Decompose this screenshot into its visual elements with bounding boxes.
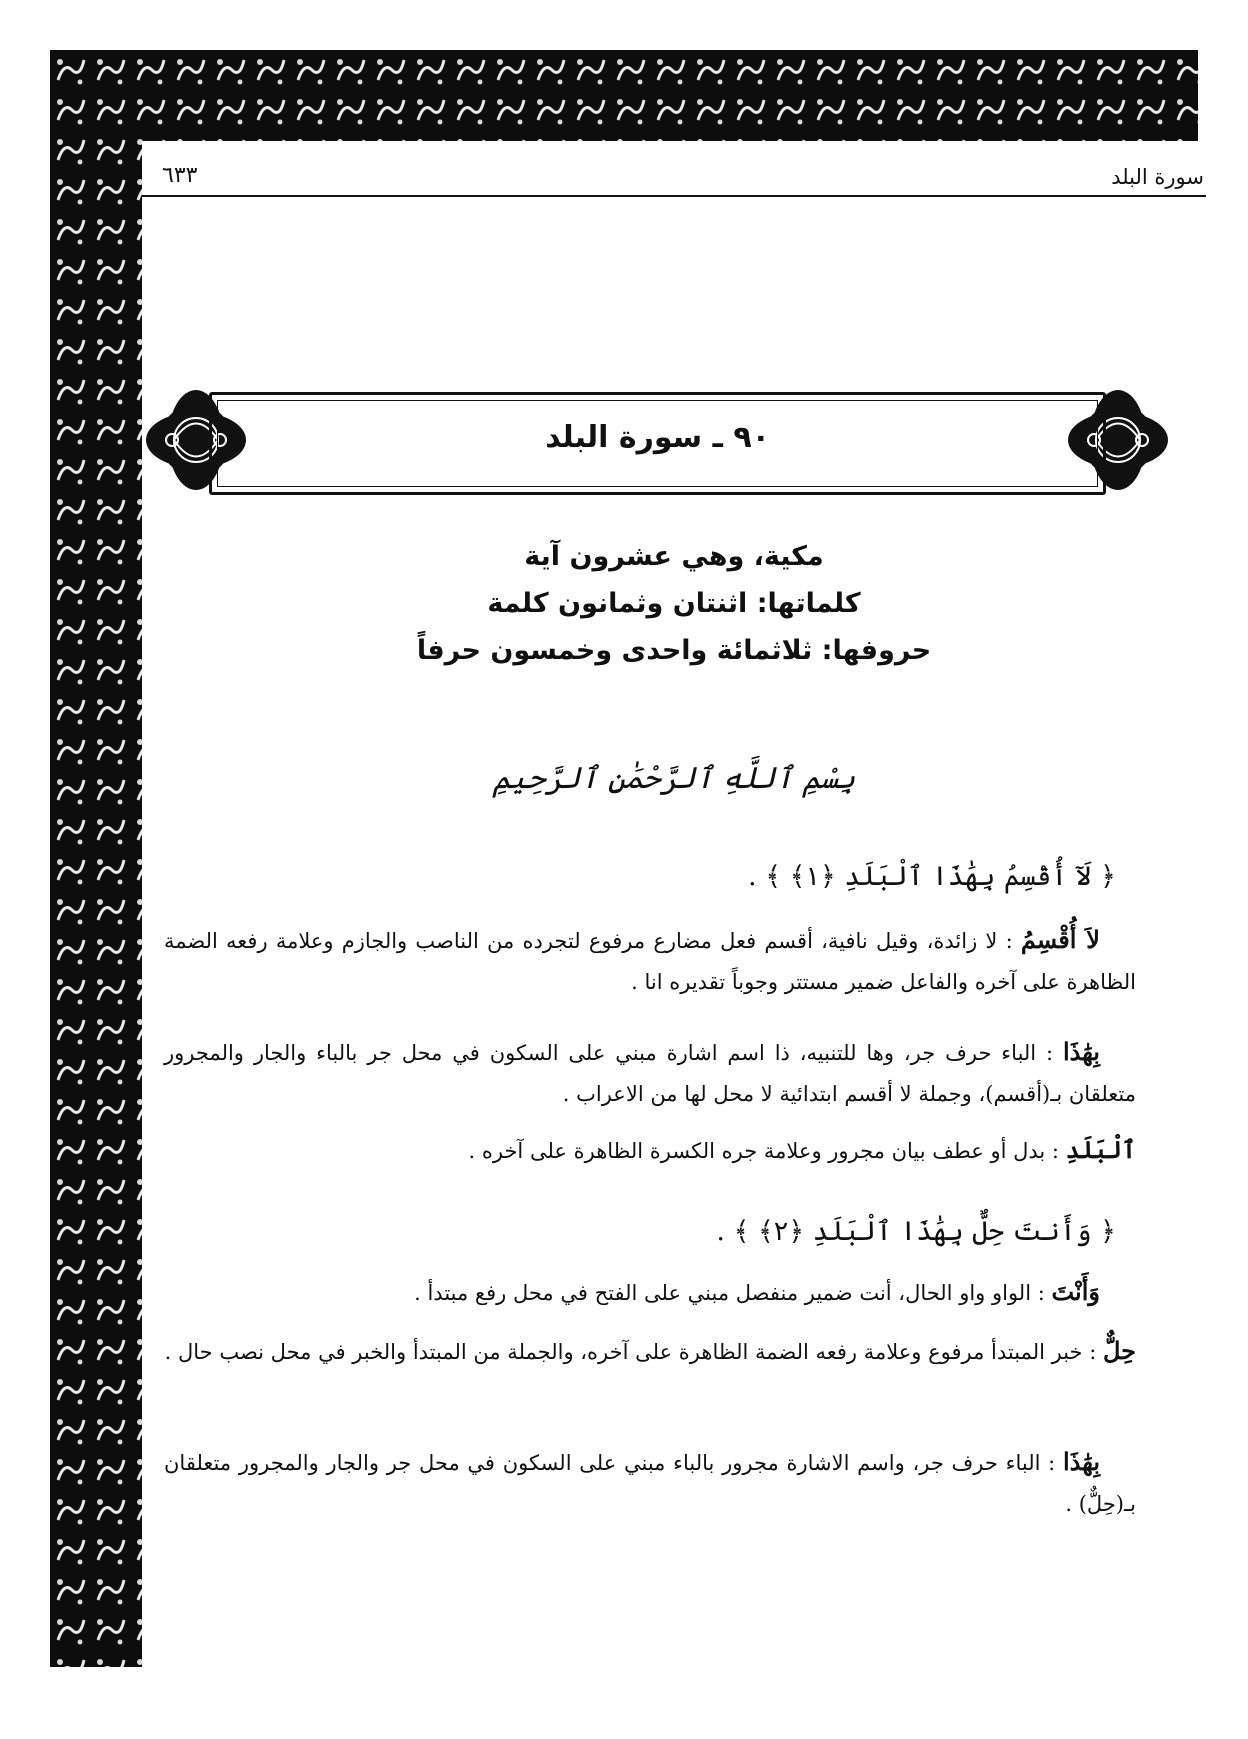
analysis-text: : الباء حرف جر، وها للتنبيه، ذا اسم اشارة مبني على السكون في محل جر بالباء والجار والمجرور متعلقان بـ(أقسم)، وجملة لا أقسم ابتدائية لا محل لها من الاعراب . [164, 1041, 1136, 1106]
surah-info-line-2: كلماتها: اثنتان وثمانون كلمة [487, 588, 861, 619]
page-number: ٦٣٣ [162, 163, 198, 188]
header-sura-name: سورة البلد [1111, 165, 1204, 189]
surah-title: ٩٠ ـ سورة البلد [545, 420, 770, 455]
surah-title-box [209, 392, 1106, 495]
analysis-paragraph [164, 919, 1136, 1003]
ayah-1: ﴿ لَآ أُقْسِمُ بِهَٰذَا ٱلْبَلَدِ ﴿١﴾ ﴾ . [748, 861, 1116, 892]
analysis-term: وَأَنْتَ [1051, 1277, 1100, 1306]
surah-info-line-3: حروفها: ثلاثمائة واحدى وخمسون حرفاً [416, 635, 932, 666]
analysis-text: : الباء حرف جر، واسم الاشارة مجرور بالباء مبني على السكون في محل جر والجار والمجرور متعلقان بـ(حِلٌّ) . [164, 1451, 1136, 1516]
analysis-text: : الواو واو الحال، أنت ضمير منفصل مبني على الفتح في محل رفع مبتدأ . [414, 1281, 1045, 1305]
analysis-term: بِهَٰذَا [1062, 1447, 1100, 1476]
analysis-text: : لا زائدة، وقيل نافية، أقسم فعل مضارع مرفوع لتجرده من الناصب والجازم وعلامة رفعه الضمة الظاهرة على آخره والفاعل ضمير مستتر وجوباً تقديره انا . [164, 929, 1136, 994]
analysis-term: لاَ أُقْسِمُ [1020, 925, 1100, 954]
ayah-2: ﴿ وَأَنتَ حِلٌّ بِهَٰذَا ٱلْبَلَدِ ﴿٢﴾ ﴾ . [716, 1216, 1116, 1247]
analysis-paragraph [164, 1129, 1136, 1172]
page-content [142, 141, 1206, 1673]
analysis-text: : بدل أو عطف بيان مجرور وعلامة جره الكسرة الظاهرة على آخره . [468, 1139, 1059, 1163]
analysis-term: حِلٌّ [1102, 1336, 1136, 1365]
analysis-paragraph [164, 1330, 1136, 1373]
running-header [142, 163, 1206, 197]
analysis-term: ٱلْبَلَدِ [1065, 1135, 1136, 1164]
analysis-paragraph [164, 1031, 1136, 1115]
basmala: بِسْمِ ٱللَّهِ ٱلرَّحْمَٰنِ ٱلرَّحِيمِ [492, 761, 856, 796]
analysis-term: بِهَٰذَا [1062, 1037, 1100, 1066]
decorative-border [50, 50, 1204, 1667]
analysis-paragraph [164, 1271, 1136, 1314]
surah-info-line-1: مكية، وهي عشرون آية [524, 541, 824, 572]
analysis-paragraph [164, 1441, 1136, 1525]
analysis-text: : خبر المبتدأ مرفوع وعلامة رفعه الضمة الظاهرة على آخره، والجملة من المبتدأ والخبر في محل نصب حال . [164, 1340, 1097, 1364]
